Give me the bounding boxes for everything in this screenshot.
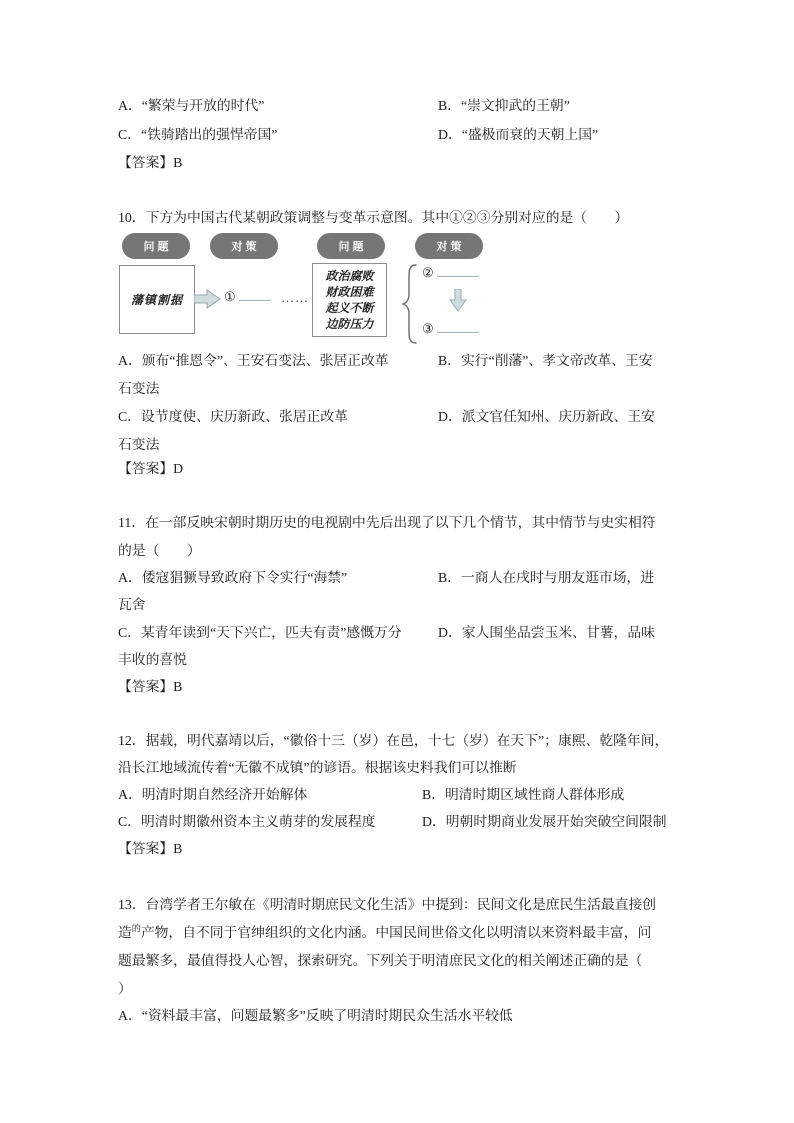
q13-stem-line2-pre: 造: [118, 925, 132, 940]
q11-stem-line2: 的是（ ）: [118, 543, 201, 558]
q13-option-a: A．“资料最丰富，问题最繁多”反映了明清时期民众生活水平较低: [118, 1008, 513, 1023]
flow-box-problems: [312, 263, 387, 337]
q10-option-d: D．派文官任知州、庆历新政、王安: [438, 409, 655, 424]
flow-pill-problem-1: 问题: [122, 233, 190, 259]
flow-blank-3: [422, 321, 479, 336]
circled-3: ③: [422, 321, 434, 336]
q10-option-d-wrap: 石变法: [118, 437, 160, 452]
flow-box-fanzhen-geju: 藩镇割据: [119, 265, 195, 334]
circled-1: ①: [224, 289, 236, 304]
q13-stem-line4: ）: [118, 981, 132, 996]
flow-pill-solution-2: 对策: [415, 233, 483, 259]
q13-stem-line3: 题最繁多，最值得投人心智，探索研究。下列关于明清庶民文化的相关阐述正确的是（: [118, 953, 643, 968]
q11-stem-line1: 11．在一部反映宋朝时期历史的电视剧中先后出现了以下几个情节，其中情节与史实相符: [118, 515, 656, 530]
flow-pill-solution-1: 对策: [210, 233, 278, 259]
problem-line: 边防压力: [325, 317, 374, 331]
q11-option-d: D．家人围坐品尝玉米、甘薯，品味: [438, 625, 655, 640]
q10-option-b: B．实行“削藩”、孝文帝改革、王安: [438, 353, 653, 368]
q13-stem-line2-post: 产物，自不同于官绅组织的文化内涵。中国民间世俗文化以明清以来资料最丰富，问: [140, 925, 652, 940]
q11-option-a: A．倭寇猖獗导致政府下令实行“海禁”: [118, 570, 348, 585]
q12-answer: 【答案】B: [118, 841, 183, 856]
q10-flow-diagram: [118, 230, 486, 348]
blank-underline: [239, 289, 271, 301]
flow-pill-problem-2: 问题: [317, 233, 385, 259]
q11-answer: 【答案】B: [118, 679, 183, 694]
q12-option-c: C．明清时期徽州资本主义萌芽的发展程度: [118, 814, 376, 829]
q9-option-a: A．“繁荣与开放的时代”: [118, 98, 265, 113]
flow-blank-1: [224, 289, 271, 304]
q10-answer: 【答案】D: [118, 461, 184, 476]
blank-underline: [437, 265, 479, 277]
ellipsis-dots: ……: [281, 290, 309, 305]
q11-option-c: C．某青年读到“天下兴亡，匹夫有责”感慨万分: [118, 625, 402, 640]
q12-option-a: A．明清时期自然经济开始解体: [118, 787, 308, 802]
q11-option-d-wrap: 丰收的喜悦: [118, 652, 187, 667]
q10-option-c: C．设节度使、庆历新政、张居正改革: [118, 409, 348, 424]
q13-superscript-de: 的: [131, 923, 141, 934]
q12-stem-line2: 沿长江地域流传着“无徽不成镇”的谚语。根据该史料我们可以推断: [118, 760, 517, 775]
problem-line: 起义不断: [325, 301, 374, 315]
q9-option-c: C．“铁骑踏出的强悍帝国”: [118, 127, 278, 142]
q11-option-b-wrap: 瓦舍: [118, 597, 146, 612]
q10-option-a: A．颁布“推恩令”、王安石变法、张居正改革: [118, 353, 389, 368]
curly-brace-icon: [402, 264, 418, 344]
q10-stem: 10．下方为中国古代某朝政策调整与变革示意图。其中①②③分别对应的是（ ）: [118, 210, 629, 225]
q12-stem-line1: 12．据载，明代嘉靖以后，“徽俗十三（岁）在邑，十七（岁）在天下”；康熙、乾隆年间，: [118, 733, 669, 748]
q13-stem-line1: 13．台湾学者王尔敏在《明清时期庶民文化生活》中提到：民间文化是庶民生活最直接创: [118, 897, 657, 912]
q9-option-d: D．“盛极而衰的天朝上国”: [438, 127, 599, 142]
problem-line: 政治腐败: [325, 269, 374, 283]
q9-answer: 【答案】B: [118, 155, 183, 170]
problem-line: 财政困难: [325, 285, 374, 299]
q13-stem-line2: [118, 924, 651, 942]
q11-option-b: B．一商人在戌时与朋友逛市场，进: [438, 570, 655, 585]
down-block-arrow-icon: [449, 289, 467, 312]
right-block-arrow-icon: [194, 289, 221, 309]
flow-blank-2: [422, 265, 479, 280]
q12-option-d: D．明朝时期商业发展开始突破空间限制: [422, 814, 667, 829]
q10-option-b-wrap: 石变法: [118, 381, 160, 396]
circled-2: ②: [422, 265, 434, 280]
blank-underline: [437, 321, 479, 333]
q12-option-b: B．明清时期区域性商人群体形成: [422, 787, 625, 802]
q9-option-b: B．“崇文抑武的王朝”: [438, 98, 570, 113]
